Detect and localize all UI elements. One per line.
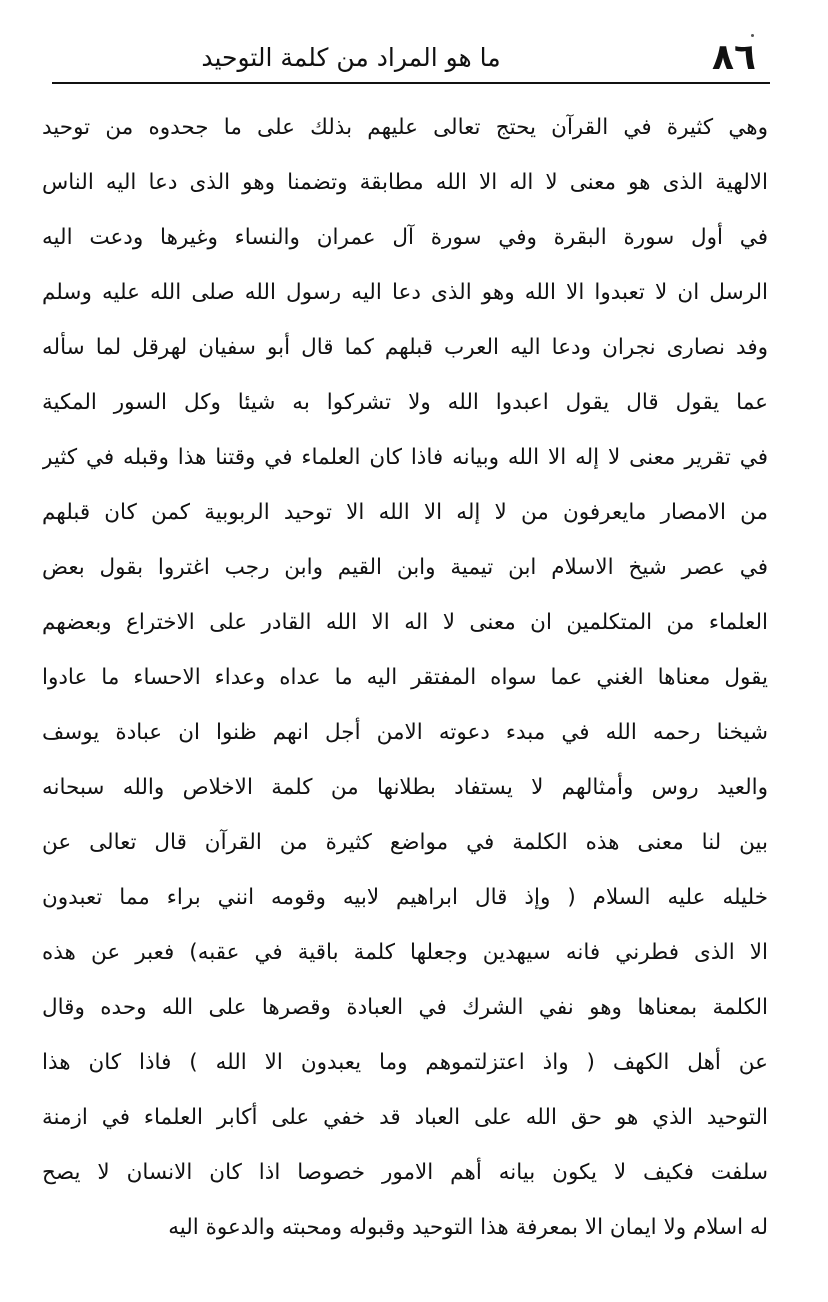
running-title: ما هو المراد من كلمة التوحيد: [201, 43, 501, 72]
text-line: شيخنا رحمه الله في مبدء دعوته الامن أجل انهم ظنوا ان عبادة يوسف: [42, 720, 768, 745]
body-text: [42, 100, 768, 1255]
text-line: سلفت فكيف لا يكون بيانه أهم الامور خصوصا اذا كان الانسان لا يصح: [42, 1160, 768, 1185]
text-line: الا الذى فطرني فانه سيهدين وجعلها كلمة باقية في عقبه) فعبر عن هذه: [42, 940, 768, 965]
text-line: والعيد روس وأمثالهم لا يستفاد بطلانها من كلمة الاخلاص والله سبحانه: [42, 775, 768, 800]
text-line: يقول معناها الغني عما سواه المفتقر اليه ما عداه وعداء الاحساء ما عادوا: [42, 665, 768, 690]
text-line: من الامصار مايعرفون من لا إله الا الله الا توحيد الربوبية كمن كان قبلهم: [42, 500, 768, 525]
text-line: عما يقول قال يقول اعبدوا الله ولا تشركوا به شيئا وكل السور المكية: [42, 390, 768, 415]
text-line: العلماء من المتكلمين ان معنى لا اله الا الله القادر على الاختراع وبعضهم: [42, 610, 768, 635]
header-rule: [52, 82, 770, 84]
text-line: عن أهل الكهف ( واذ اعتزلتموهم وما يعبدون الا الله ) فاذا كان هذا: [42, 1050, 768, 1075]
text-line: وفد نصارى نجران ودعا اليه العرب قبلهم كما قال أبو سفيان لهرقل لما سأله: [42, 335, 768, 360]
text-line: بين لنا معنى هذه الكلمة في مواضع كثيرة من القرآن قال تعالى عن: [42, 830, 768, 855]
text-line: له اسلام ولا ايمان الا بمعرفة هذا التوحيد وقبوله ومحبته والدعوة اليه: [168, 1215, 768, 1240]
page-header: [52, 38, 770, 84]
text-line: التوحيد الذي هو حق الله على العباد قد خفي على أكابر العلماء في ازمنة: [42, 1105, 768, 1130]
text-line: الالهية الذى هو معنى لا اله الا الله مطابقة وتضمنا وهو الذى دعا اليه الناس: [42, 170, 768, 195]
text-line: في أول سورة البقرة وفي سورة آل عمران والنساء وغيرها ودعت اليه: [42, 225, 768, 250]
page-number: ٨٦: [712, 37, 756, 78]
text-line: في عصر شيخ الاسلام ابن تيمية وابن القيم وابن رجب اغتروا بقول بعض: [42, 555, 768, 580]
text-line: الكلمة بمعناها وهو نفي الشرك في العبادة وقصرها على الله وحده وقال: [42, 995, 768, 1020]
text-line: الرسل ان لا تعبدوا الا الله وهو الذى دعا اليه رسول الله صلى الله عليه وسلم: [42, 280, 768, 305]
text-line: وهي كثيرة في القرآن يحتج تعالى عليهم بذلك على ما جحدوه من توحيد: [42, 115, 768, 140]
text-line: في تقرير معنى لا إله الا الله وبيانه فاذا كان العلماء في وقتنا هذا وقبله في كثير: [42, 445, 768, 470]
text-line: خليله عليه السلام ( وإذ قال ابراهيم لابيه وقومه انني براء مما تعبدون: [42, 885, 768, 910]
